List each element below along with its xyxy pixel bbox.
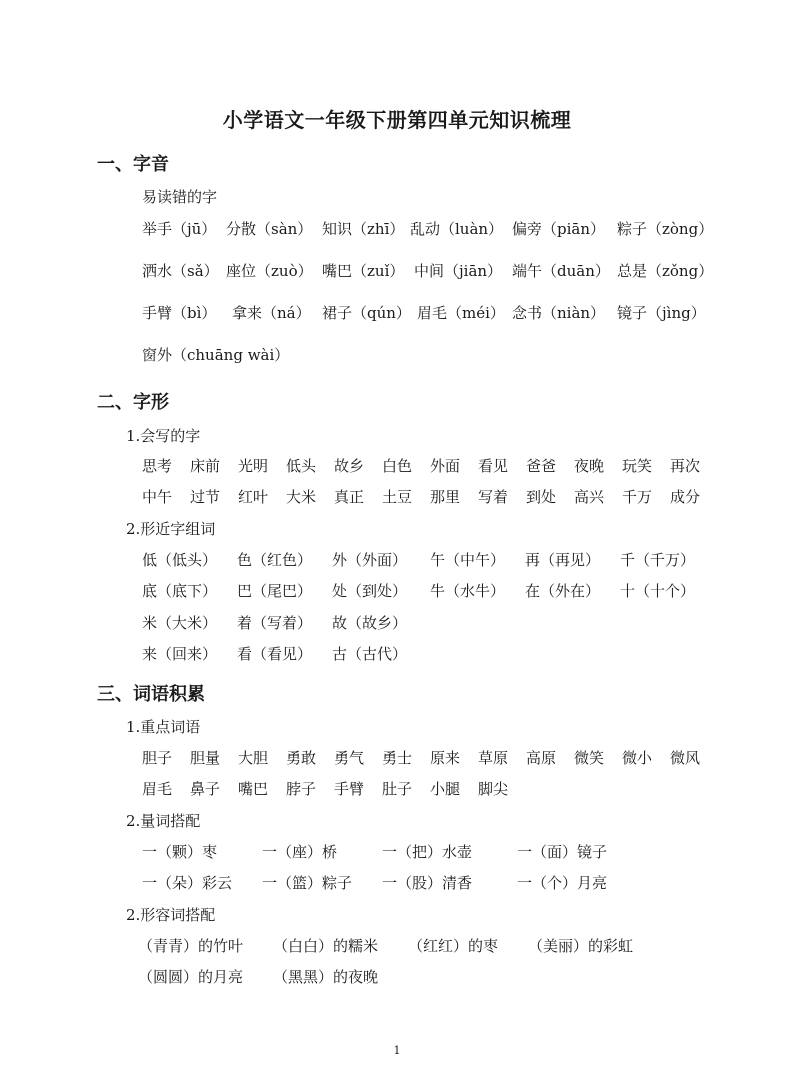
write-char-item: 故乡 [334,457,365,475]
pinyin-item: 窗外（chuāng wài） [142,346,290,364]
write-char-item: 低头 [286,457,317,475]
adjective-phrase-item: （青青）的竹叶 [138,937,244,955]
write-char-item: 千万 [622,488,653,506]
similar-char-item: 底（底下） [142,582,218,600]
write-char-item: 看见 [478,457,509,475]
section-heading-glyphs: 二、字形 [97,392,169,413]
subheading-similar-chars: 2.形近字组词 [126,520,216,538]
pinyin-item: 嘴巴（zuǐ） [322,262,405,280]
measure-word-item: 一（面）镜子 [517,843,608,861]
similar-char-item: 故（故乡） [332,614,408,632]
write-char-item: 思考 [142,457,173,475]
write-char-item: 到处 [526,488,557,506]
similar-char-item: 午（中午） [430,551,506,569]
page-title: 小学语文一年级下册第四单元知识梳理 [222,108,572,132]
similar-char-item: 牛（水牛） [430,582,506,600]
pinyin-item: 眉毛（méi） [417,304,505,322]
similar-char-item: 巴（尾巴） [237,582,313,600]
write-char-item: 成分 [670,488,701,506]
subheading-misread-chars: 易读错的字 [142,188,218,206]
subheading-adjective-phrases: 2.形容词搭配 [126,906,216,924]
similar-char-item: 处（到处） [332,582,408,600]
write-char-item: 真正 [334,488,365,506]
pinyin-item: 端午（duān） [512,262,610,280]
key-word-item: 勇士 [382,749,413,767]
pinyin-item: 座位（zuò） [226,262,313,280]
measure-word-item: 一（篮）粽子 [262,874,353,892]
write-char-item: 床前 [190,457,221,475]
key-word-item: 鼻子 [190,780,221,798]
key-word-item: 原来 [430,749,461,767]
measure-word-item: 一（颗）枣 [142,843,218,861]
similar-char-item: 在（外在） [525,582,601,600]
subheading-measure-words: 2.量词搭配 [126,812,201,830]
write-char-item: 中午 [142,488,173,506]
adjective-phrase-item: （圆圆）的月亮 [138,968,244,986]
measure-word-item: 一（座）桥 [262,843,338,861]
key-word-item: 手臂 [334,780,365,798]
pinyin-item: 分散（sàn） [226,220,313,238]
section-heading-pronunciation: 一、字音 [97,154,169,175]
pinyin-item: 镜子（jìng） [617,304,706,322]
measure-word-item: 一（把）水壶 [382,843,473,861]
similar-char-item: 千（千万） [620,551,696,569]
pinyin-item: 总是（zǒng） [617,262,714,280]
write-char-item: 光明 [238,457,269,475]
key-word-item: 高原 [526,749,557,767]
pinyin-item: 洒水（sǎ） [142,262,219,280]
write-char-item: 夜晚 [574,457,605,475]
key-word-item: 胆子 [142,749,173,767]
pinyin-item: 粽子（zòng） [617,220,714,238]
pinyin-item: 拿来（ná） [232,304,311,322]
key-word-item: 嘴巴 [238,780,269,798]
write-char-item: 高兴 [574,488,605,506]
page-number: 1 [393,1044,401,1057]
write-char-item: 外面 [430,457,461,475]
key-word-item: 眉毛 [142,780,173,798]
pinyin-item: 裙子（qún） [322,304,411,322]
similar-char-item: 看（看见） [237,645,313,663]
adjective-phrase-item: （红红）的枣 [408,937,499,955]
similar-char-item: 低（低头） [142,551,218,569]
section-heading-vocabulary: 三、词语积累 [97,684,205,705]
key-word-item: 草原 [478,749,509,767]
similar-char-item: 古（古代） [332,645,408,663]
pinyin-item: 手臂（bì） [142,304,217,322]
similar-char-item: 色（红色） [237,551,313,569]
similar-char-item: 外（外面） [332,551,408,569]
pinyin-item: 中间（jiān） [414,262,503,280]
write-char-item: 玩笑 [622,457,653,475]
key-word-item: 大胆 [238,749,269,767]
key-word-item: 微笑 [574,749,605,767]
adjective-phrase-item: （美丽）的彩虹 [528,937,634,955]
key-word-item: 脖子 [286,780,317,798]
similar-char-item: 着（写着） [237,614,313,632]
measure-word-item: 一（股）清香 [382,874,473,892]
adjective-phrase-item: （白白）的糯米 [273,937,379,955]
write-char-item: 过节 [190,488,221,506]
write-char-item: 土豆 [382,488,413,506]
key-word-item: 勇气 [334,749,365,767]
measure-word-item: 一（个）月亮 [517,874,608,892]
similar-char-item: 十（十个） [620,582,696,600]
key-word-item: 脚尖 [478,780,509,798]
pinyin-item: 知识（zhī） [322,220,405,238]
write-char-item: 白色 [382,457,413,475]
subheading-key-words: 1.重点词语 [126,718,201,736]
measure-word-item: 一（朵）彩云 [142,874,233,892]
similar-char-item: 来（回来） [142,645,218,663]
write-char-item: 爸爸 [526,457,557,475]
pinyin-item: 乱动（luàn） [410,220,504,238]
write-char-item: 再次 [670,457,701,475]
write-char-item: 那里 [430,488,461,506]
write-char-item: 写着 [478,488,509,506]
key-word-item: 小腿 [430,780,461,798]
subheading-write-chars: 1.会写的字 [126,427,201,445]
similar-char-item: 再（再见） [525,551,601,569]
key-word-item: 胆量 [190,749,221,767]
key-word-item: 微风 [670,749,701,767]
write-char-item: 红叶 [238,488,269,506]
key-word-item: 勇敢 [286,749,317,767]
write-char-item: 大米 [286,488,317,506]
similar-char-item: 米（大米） [142,614,218,632]
key-word-item: 肚子 [382,780,413,798]
pinyin-item: 偏旁（piān） [512,220,606,238]
adjective-phrase-item: （黑黑）的夜晚 [273,968,379,986]
pinyin-item: 念书（niàn） [512,304,606,322]
key-word-item: 微小 [622,749,653,767]
pinyin-item: 举手（jū） [142,220,217,238]
